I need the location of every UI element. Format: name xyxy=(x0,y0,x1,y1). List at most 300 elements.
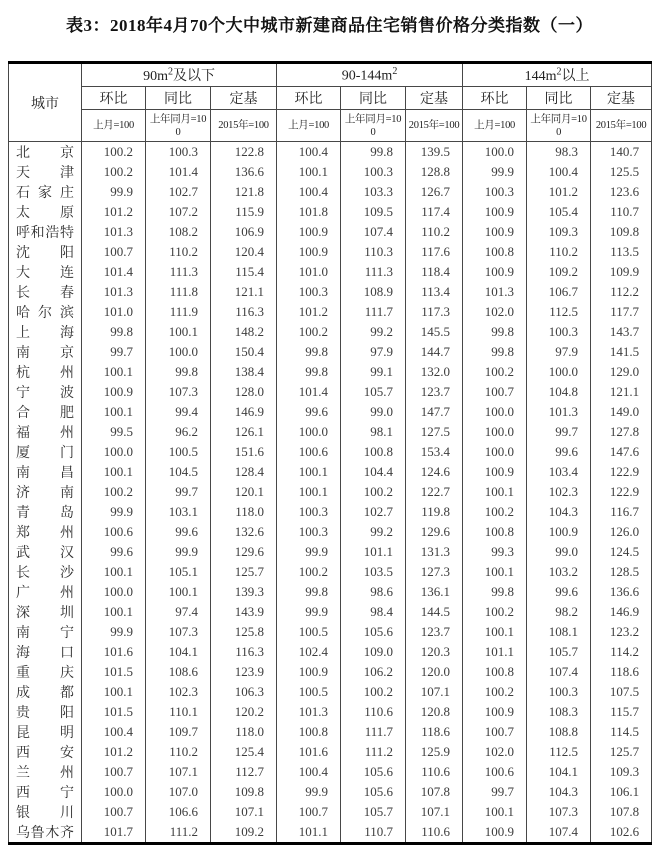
index-value: 139.5 xyxy=(406,142,463,163)
index-value: 150.4 xyxy=(211,342,277,362)
index-value: 110.7 xyxy=(341,822,406,844)
index-value: 107.4 xyxy=(527,822,591,844)
index-value: 101.3 xyxy=(277,702,341,722)
index-value: 101.2 xyxy=(527,182,591,202)
index-value: 99.8 xyxy=(463,342,527,362)
index-value: 123.6 xyxy=(591,182,652,202)
city-name: 大连 xyxy=(9,262,82,282)
index-value: 100.9 xyxy=(463,702,527,722)
index-value: 101.3 xyxy=(82,222,146,242)
index-value: 101.6 xyxy=(277,742,341,762)
index-value: 101.5 xyxy=(82,702,146,722)
city-name: 郑州 xyxy=(9,522,82,542)
city-column-header: 城市 xyxy=(9,63,82,142)
base-label-prev-month: 上月=100 xyxy=(463,110,527,142)
index-value: 109.2 xyxy=(527,262,591,282)
index-value: 110.3 xyxy=(341,242,406,262)
index-value: 99.0 xyxy=(341,402,406,422)
index-value: 100.0 xyxy=(82,582,146,602)
index-value: 114.2 xyxy=(591,642,652,662)
table-row xyxy=(9,362,652,382)
index-value: 124.5 xyxy=(591,542,652,562)
index-value: 120.3 xyxy=(406,642,463,662)
index-value: 100.8 xyxy=(463,242,527,262)
index-value: 101.2 xyxy=(82,742,146,762)
table-row xyxy=(9,142,652,163)
index-value: 122.7 xyxy=(406,482,463,502)
index-value: 104.1 xyxy=(146,642,211,662)
index-value: 106.2 xyxy=(341,662,406,682)
index-value: 107.1 xyxy=(406,802,463,822)
index-value: 100.1 xyxy=(146,582,211,602)
index-value: 99.3 xyxy=(463,542,527,562)
city-name: 济南 xyxy=(9,482,82,502)
index-value: 100.6 xyxy=(277,442,341,462)
city-name: 西安 xyxy=(9,742,82,762)
index-value: 99.0 xyxy=(527,542,591,562)
index-value: 98.2 xyxy=(527,602,591,622)
index-value: 99.9 xyxy=(82,182,146,202)
index-value: 101.4 xyxy=(82,262,146,282)
index-value: 100.2 xyxy=(82,162,146,182)
base-label-same-month-last-year: 上年同月=100 xyxy=(527,110,591,142)
index-value: 108.2 xyxy=(146,222,211,242)
superscript-2: 2 xyxy=(167,66,173,78)
index-value: 99.9 xyxy=(463,162,527,182)
index-value: 100.7 xyxy=(463,382,527,402)
col-header-yoy: 同比 xyxy=(527,87,591,110)
index-value: 101.5 xyxy=(82,662,146,682)
city-name: 海口 xyxy=(9,642,82,662)
index-value: 101.6 xyxy=(82,642,146,662)
city-name: 贵阳 xyxy=(9,702,82,722)
index-value: 120.4 xyxy=(211,242,277,262)
index-value: 105.7 xyxy=(341,382,406,402)
index-value: 113.4 xyxy=(406,282,463,302)
index-value: 100.1 xyxy=(82,462,146,482)
index-value: 100.1 xyxy=(82,362,146,382)
city-name: 沈阳 xyxy=(9,242,82,262)
index-value: 98.4 xyxy=(341,602,406,622)
index-value: 100.8 xyxy=(341,442,406,462)
index-value: 111.3 xyxy=(341,262,406,282)
city-name: 杭州 xyxy=(9,362,82,382)
index-value: 98.1 xyxy=(341,422,406,442)
index-value: 106.1 xyxy=(591,782,652,802)
index-value: 117.3 xyxy=(406,302,463,322)
index-value: 107.4 xyxy=(341,222,406,242)
index-value: 107.1 xyxy=(146,762,211,782)
index-value: 100.9 xyxy=(277,662,341,682)
table-row xyxy=(9,342,652,362)
index-value: 100.0 xyxy=(277,422,341,442)
index-value: 99.8 xyxy=(341,142,406,163)
index-value: 97.4 xyxy=(146,602,211,622)
group-label-text: 90-144m xyxy=(341,68,393,84)
col-header-mom: 环比 xyxy=(82,87,146,110)
index-value: 122.9 xyxy=(591,482,652,502)
index-value: 147.6 xyxy=(591,442,652,462)
table-row xyxy=(9,182,652,202)
index-value: 99.7 xyxy=(146,482,211,502)
index-value: 100.1 xyxy=(463,802,527,822)
index-value: 120.8 xyxy=(406,702,463,722)
index-value: 99.7 xyxy=(82,342,146,362)
index-value: 107.3 xyxy=(146,622,211,642)
index-value: 111.2 xyxy=(341,742,406,762)
index-value: 99.9 xyxy=(146,542,211,562)
index-value: 100.2 xyxy=(341,682,406,702)
index-value: 100.7 xyxy=(82,802,146,822)
index-value: 100.3 xyxy=(463,182,527,202)
index-value: 100.8 xyxy=(463,522,527,542)
table-row xyxy=(9,602,652,622)
index-value: 132.0 xyxy=(406,362,463,382)
page xyxy=(0,11,659,841)
city-name: 南宁 xyxy=(9,622,82,642)
index-value: 100.3 xyxy=(146,142,211,163)
index-value: 146.9 xyxy=(591,602,652,622)
index-value: 108.3 xyxy=(527,702,591,722)
index-value: 99.8 xyxy=(463,322,527,342)
index-value: 101.8 xyxy=(277,202,341,222)
index-value: 99.4 xyxy=(146,402,211,422)
index-value: 127.8 xyxy=(591,422,652,442)
index-value: 108.8 xyxy=(527,722,591,742)
group-header-90-and-below xyxy=(82,63,277,87)
index-value: 103.5 xyxy=(341,562,406,582)
index-value: 100.9 xyxy=(277,222,341,242)
table-body xyxy=(9,142,652,844)
index-value: 101.1 xyxy=(277,822,341,844)
index-value: 100.9 xyxy=(463,822,527,844)
index-value: 110.1 xyxy=(146,702,211,722)
index-value: 109.0 xyxy=(341,642,406,662)
index-value: 99.1 xyxy=(341,362,406,382)
index-value: 100.4 xyxy=(82,722,146,742)
index-value: 116.3 xyxy=(211,642,277,662)
index-value: 123.9 xyxy=(211,662,277,682)
index-value: 120.1 xyxy=(211,482,277,502)
table-row xyxy=(9,222,652,242)
index-value: 104.1 xyxy=(527,762,591,782)
index-value: 105.1 xyxy=(146,562,211,582)
index-value: 114.5 xyxy=(591,722,652,742)
city-name: 南昌 xyxy=(9,462,82,482)
table-row xyxy=(9,722,652,742)
index-value: 99.6 xyxy=(527,442,591,462)
index-value: 106.3 xyxy=(211,682,277,702)
index-value: 125.7 xyxy=(591,742,652,762)
group-header-90-144 xyxy=(277,63,463,87)
index-value: 100.9 xyxy=(527,522,591,542)
index-value: 107.3 xyxy=(527,802,591,822)
city-name: 合肥 xyxy=(9,402,82,422)
city-name: 西宁 xyxy=(9,782,82,802)
index-value: 120.2 xyxy=(211,702,277,722)
index-value: 100.4 xyxy=(277,762,341,782)
index-value: 100.2 xyxy=(341,482,406,502)
index-value: 99.8 xyxy=(277,362,341,382)
index-value: 111.8 xyxy=(146,282,211,302)
index-value: 100.6 xyxy=(463,762,527,782)
city-name: 长沙 xyxy=(9,562,82,582)
index-value: 105.7 xyxy=(527,642,591,662)
index-value: 127.5 xyxy=(406,422,463,442)
index-value: 100.3 xyxy=(277,502,341,522)
index-value: 143.9 xyxy=(211,602,277,622)
index-value: 110.6 xyxy=(341,702,406,722)
col-header-fixed-base: 定基 xyxy=(211,87,277,110)
city-name: 哈尔滨 xyxy=(9,302,82,322)
table-row xyxy=(9,762,652,782)
index-value: 97.9 xyxy=(341,342,406,362)
col-header-mom: 环比 xyxy=(277,87,341,110)
index-value: 99.2 xyxy=(341,522,406,542)
table-row xyxy=(9,782,652,802)
index-value: 128.5 xyxy=(591,562,652,582)
index-value: 100.2 xyxy=(463,682,527,702)
index-value: 100.0 xyxy=(82,442,146,462)
index-value: 115.9 xyxy=(211,202,277,222)
index-value: 151.6 xyxy=(211,442,277,462)
index-value: 96.2 xyxy=(146,422,211,442)
index-value: 104.4 xyxy=(341,462,406,482)
index-value: 126.7 xyxy=(406,182,463,202)
index-value: 105.6 xyxy=(341,782,406,802)
index-value: 147.7 xyxy=(406,402,463,422)
index-value: 104.5 xyxy=(146,462,211,482)
index-value: 101.1 xyxy=(341,542,406,562)
index-value: 115.4 xyxy=(211,262,277,282)
index-value: 123.7 xyxy=(406,382,463,402)
index-value: 146.9 xyxy=(211,402,277,422)
index-value: 100.8 xyxy=(277,722,341,742)
index-value: 112.2 xyxy=(591,282,652,302)
index-value: 100.7 xyxy=(463,722,527,742)
index-value: 98.6 xyxy=(341,582,406,602)
index-value: 102.6 xyxy=(591,822,652,844)
index-value: 100.9 xyxy=(463,462,527,482)
base-label-same-month-last-year: 上年同月=100 xyxy=(341,110,406,142)
index-value: 112.5 xyxy=(527,302,591,322)
index-value: 100.3 xyxy=(277,282,341,302)
index-value: 100.1 xyxy=(277,162,341,182)
index-value: 110.2 xyxy=(146,242,211,262)
index-value: 100.1 xyxy=(277,462,341,482)
table-row xyxy=(9,462,652,482)
city-name: 长春 xyxy=(9,282,82,302)
col-header-mom: 环比 xyxy=(463,87,527,110)
index-value: 99.2 xyxy=(341,322,406,342)
index-value: 107.5 xyxy=(591,682,652,702)
index-value: 107.1 xyxy=(406,682,463,702)
index-value: 103.3 xyxy=(341,182,406,202)
col-header-fixed-base: 定基 xyxy=(591,87,652,110)
table-row xyxy=(9,802,652,822)
index-value: 103.2 xyxy=(527,562,591,582)
index-value: 99.6 xyxy=(146,522,211,542)
index-value: 101.4 xyxy=(146,162,211,182)
index-value: 109.8 xyxy=(211,782,277,802)
group-label-text: 144m xyxy=(524,69,557,84)
index-value: 110.2 xyxy=(146,742,211,762)
index-value: 110.7 xyxy=(591,202,652,222)
index-value: 99.6 xyxy=(277,402,341,422)
base-label-prev-month: 上月=100 xyxy=(82,110,146,142)
city-name: 青岛 xyxy=(9,502,82,522)
index-value: 99.6 xyxy=(82,542,146,562)
index-value: 100.1 xyxy=(82,562,146,582)
index-value: 100.3 xyxy=(527,682,591,702)
index-value: 99.9 xyxy=(277,782,341,802)
index-value: 109.5 xyxy=(341,202,406,222)
col-header-yoy: 同比 xyxy=(146,87,211,110)
index-value: 99.9 xyxy=(82,502,146,522)
index-value: 103.1 xyxy=(146,502,211,522)
index-value: 100.5 xyxy=(146,442,211,462)
index-value: 99.8 xyxy=(277,582,341,602)
city-name: 上海 xyxy=(9,322,82,342)
index-value: 100.7 xyxy=(277,802,341,822)
city-name: 天津 xyxy=(9,162,82,182)
col-header-fixed-base: 定基 xyxy=(406,87,463,110)
index-value: 100.9 xyxy=(463,222,527,242)
index-value: 102.7 xyxy=(341,502,406,522)
index-value: 125.8 xyxy=(211,622,277,642)
index-value: 108.6 xyxy=(146,662,211,682)
index-value: 110.2 xyxy=(527,242,591,262)
price-index-table xyxy=(8,61,652,845)
group-label-text: 及以下 xyxy=(172,69,215,84)
index-value: 100.0 xyxy=(463,402,527,422)
index-value: 121.8 xyxy=(211,182,277,202)
group-header-144-above xyxy=(463,63,652,87)
superscript-2: 2 xyxy=(392,65,398,77)
city-name: 银川 xyxy=(9,802,82,822)
index-value: 99.7 xyxy=(463,782,527,802)
index-value: 99.8 xyxy=(146,362,211,382)
index-value: 109.8 xyxy=(591,222,652,242)
index-value: 97.9 xyxy=(527,342,591,362)
index-value: 100.0 xyxy=(463,142,527,163)
table-row xyxy=(9,502,652,522)
table-header xyxy=(9,63,652,142)
index-value: 102.3 xyxy=(146,682,211,702)
index-value: 116.3 xyxy=(211,302,277,322)
table-row xyxy=(9,282,652,302)
index-value: 102.0 xyxy=(463,302,527,322)
table-row xyxy=(9,822,652,844)
index-value: 101.3 xyxy=(82,282,146,302)
city-name: 南京 xyxy=(9,342,82,362)
index-value: 149.0 xyxy=(591,402,652,422)
index-value: 100.1 xyxy=(82,682,146,702)
index-value: 118.0 xyxy=(211,722,277,742)
base-label-2015: 2015年=100 xyxy=(591,110,652,142)
index-value: 136.6 xyxy=(211,162,277,182)
index-value: 100.3 xyxy=(277,522,341,542)
index-value: 107.4 xyxy=(527,662,591,682)
index-value: 125.7 xyxy=(211,562,277,582)
index-value: 129.6 xyxy=(406,522,463,542)
index-value: 108.1 xyxy=(527,622,591,642)
table-row xyxy=(9,642,652,662)
index-value: 99.9 xyxy=(277,542,341,562)
index-value: 129.6 xyxy=(211,542,277,562)
table-row xyxy=(9,302,652,322)
index-value: 100.3 xyxy=(341,162,406,182)
index-value: 98.3 xyxy=(527,142,591,163)
city-name: 武汉 xyxy=(9,542,82,562)
index-value: 104.3 xyxy=(527,502,591,522)
table-row xyxy=(9,622,652,642)
index-value: 99.8 xyxy=(82,322,146,342)
index-value: 100.4 xyxy=(277,182,341,202)
index-value: 100.4 xyxy=(527,162,591,182)
index-value: 128.0 xyxy=(211,382,277,402)
table-row xyxy=(9,242,652,262)
index-value: 132.6 xyxy=(211,522,277,542)
city-name: 宁波 xyxy=(9,382,82,402)
index-value: 111.7 xyxy=(341,722,406,742)
index-value: 101.0 xyxy=(82,302,146,322)
table-row xyxy=(9,662,652,682)
index-value: 100.6 xyxy=(82,522,146,542)
table-row xyxy=(9,422,652,442)
index-value: 100.1 xyxy=(82,402,146,422)
index-value: 123.2 xyxy=(591,622,652,642)
table-row xyxy=(9,482,652,502)
index-value: 100.1 xyxy=(463,562,527,582)
index-value: 107.0 xyxy=(146,782,211,802)
index-value: 119.8 xyxy=(406,502,463,522)
index-value: 109.7 xyxy=(146,722,211,742)
index-value: 101.7 xyxy=(82,822,146,844)
index-value: 100.3 xyxy=(527,322,591,342)
base-label-2015: 2015年=100 xyxy=(211,110,277,142)
col-header-yoy: 同比 xyxy=(341,87,406,110)
index-value: 108.9 xyxy=(341,282,406,302)
index-value: 100.9 xyxy=(82,382,146,402)
index-value: 99.7 xyxy=(527,422,591,442)
index-value: 111.9 xyxy=(146,302,211,322)
index-value: 100.5 xyxy=(277,682,341,702)
index-value: 126.1 xyxy=(211,422,277,442)
index-value: 99.5 xyxy=(82,422,146,442)
index-value: 113.5 xyxy=(591,242,652,262)
index-value: 128.4 xyxy=(211,462,277,482)
index-value: 121.1 xyxy=(211,282,277,302)
index-value: 148.2 xyxy=(211,322,277,342)
index-value: 145.5 xyxy=(406,322,463,342)
index-value: 100.7 xyxy=(82,762,146,782)
city-name: 成都 xyxy=(9,682,82,702)
index-value: 128.8 xyxy=(406,162,463,182)
index-value: 118.4 xyxy=(406,262,463,282)
index-value: 100.8 xyxy=(463,662,527,682)
index-value: 116.7 xyxy=(591,502,652,522)
index-value: 118.0 xyxy=(211,502,277,522)
table-row xyxy=(9,702,652,722)
index-value: 100.4 xyxy=(277,142,341,163)
index-value: 125.5 xyxy=(591,162,652,182)
index-value: 139.3 xyxy=(211,582,277,602)
table-row xyxy=(9,382,652,402)
index-value: 100.9 xyxy=(463,202,527,222)
index-value: 100.0 xyxy=(463,422,527,442)
table-row xyxy=(9,582,652,602)
